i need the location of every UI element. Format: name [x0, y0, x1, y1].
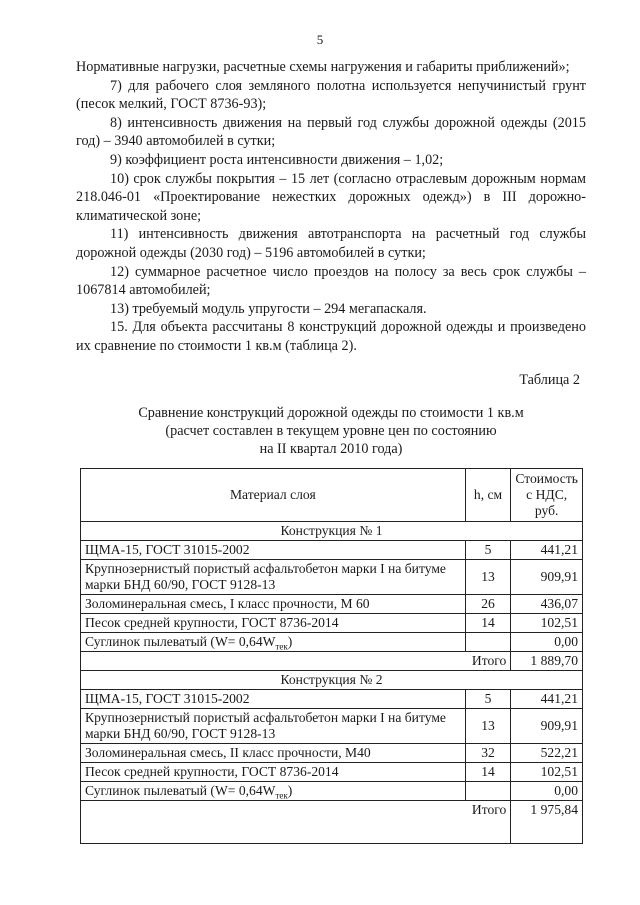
material-suffix: )	[287, 634, 293, 649]
paragraph: 12) суммарное расчетное число проездов на полосу за весь срок службы – 1067814 автомобилей;	[76, 263, 586, 299]
cell-cost: 436,07	[511, 595, 583, 614]
total-row	[81, 652, 583, 671]
table-row	[81, 690, 583, 709]
cell-thickness: 14	[465, 763, 511, 782]
cell-cost: 0,00	[511, 782, 583, 801]
cell-cost: 0,00	[511, 633, 583, 652]
cell-cost: 522,21	[511, 744, 583, 763]
cell-material: Крупнозернистый пористый асфальтобетон марки I на битуме марки БНД 60/90, ГОСТ 9128-13	[81, 709, 466, 744]
section-title: Конструкция № 1	[81, 522, 583, 541]
paragraph: 7) для рабочего слоя земляного полотна используется непучинистый грунт (песок мелкий, ГОСТ 8736-93);	[76, 77, 586, 113]
cell-material	[81, 633, 466, 652]
table-row	[81, 763, 583, 782]
section-row	[81, 671, 583, 690]
total-value: 1 889,70	[511, 652, 583, 671]
table-title-line: (расчет составлен в текущем уровне цен по состоянию	[165, 423, 497, 439]
cell-material: Золоминеральная смесь, I класс прочности, М 60	[81, 595, 466, 614]
subscript: тек	[275, 641, 288, 652]
cell-cost: 909,91	[511, 560, 583, 595]
subscript: тек	[275, 790, 288, 801]
section-title: Конструкция № 2	[81, 671, 583, 690]
cell-material: Крупнозернистый пористый асфальтобетон марки I на битуме марки БНД 60/90, ГОСТ 9128-13	[81, 560, 466, 595]
table-row	[81, 709, 583, 744]
paragraph: 11) интенсивность движения автотранспорта на расчетный год службы дорожной одежды (2030 год) – 5196 автомобилей в сутки;	[76, 226, 586, 261]
cell-cost: 102,51	[511, 763, 583, 782]
table-row	[81, 595, 583, 614]
cell-thickness	[465, 633, 511, 652]
table-title	[76, 404, 586, 458]
cell-thickness: 32	[465, 744, 511, 763]
material-suffix: )	[287, 783, 293, 798]
cell-material: Песок средней крупности, ГОСТ 8736-2014	[81, 614, 466, 633]
cell-cost: 441,21	[511, 690, 583, 709]
section-row	[81, 522, 583, 541]
header-material: Материал слоя	[81, 469, 466, 522]
header-cost: Стоимость с НДС, руб.	[511, 469, 583, 522]
total-row	[81, 801, 583, 844]
cell-material	[81, 782, 466, 801]
cell-thickness: 26	[465, 595, 511, 614]
cell-material: ЩМА-15, ГОСТ 31015-2002	[81, 690, 466, 709]
body-text	[76, 58, 586, 356]
cell-thickness	[465, 782, 511, 801]
cell-thickness: 5	[465, 690, 511, 709]
page-number: 5	[316, 32, 324, 47]
paragraph: 8) интенсивность движения на первый год службы дорожной одежды (2015 год) – 3940 автомобилей в сутки;	[76, 114, 586, 150]
paragraph: 13) требуемый модуль упругости – 294 мегапаскаля.	[110, 300, 427, 317]
table-row	[81, 633, 583, 652]
cell-material: Песок средней крупности, ГОСТ 8736-2014	[81, 763, 466, 782]
cost-comparison-table	[80, 468, 583, 844]
total-label: Итого	[81, 652, 511, 671]
cell-cost: 441,21	[511, 541, 583, 560]
cell-cost: 102,51	[511, 614, 583, 633]
cell-thickness: 13	[465, 560, 511, 595]
cell-thickness: 13	[465, 709, 511, 744]
table-row	[81, 560, 583, 595]
table-title-line: Сравнение конструкций дорожной одежды по стоимости 1 кв.м	[138, 405, 524, 421]
table-row	[81, 782, 583, 801]
material-text: Суглинок пылеватый (W= 0,64W	[85, 634, 276, 649]
table-header-row	[81, 469, 583, 522]
table-row	[81, 744, 583, 763]
paragraph: 15. Для объекта рассчитаны 8 конструкций дорожной одежды и произведено их сравнение по стоимости 1 кв.м (таблица 2).	[76, 319, 586, 354]
table-title-line: на II квартал 2010 года)	[259, 441, 403, 457]
table-label: Таблица 2	[519, 372, 580, 388]
table-row	[81, 541, 583, 560]
material-text: Суглинок пылеватый (W= 0,64W	[85, 783, 276, 798]
table-row	[81, 614, 583, 633]
cell-thickness: 14	[465, 614, 511, 633]
paragraph: Нормативные нагрузки, расчетные схемы нагружения и габариты приближений»;	[76, 59, 570, 75]
paragraph: 10) срок службы покрытия – 15 лет (согласно отраслевым дорожным нормам 218.046-01 «Проектирование нежестких дорожных одежд») в III дорожно-климатической зоне;	[76, 170, 586, 224]
cell-thickness: 5	[465, 541, 511, 560]
total-value: 1 975,84	[511, 801, 583, 844]
paragraph: 9) коэффициент роста интенсивности движения – 1,02;	[110, 151, 444, 168]
cell-cost: 909,91	[511, 709, 583, 744]
cell-material: Золоминеральная смесь, II класс прочности, М40	[81, 744, 466, 763]
header-thickness: h, см	[465, 469, 511, 522]
cell-material: ЩМА-15, ГОСТ 31015-2002	[81, 541, 466, 560]
total-label: Итого	[81, 801, 511, 844]
